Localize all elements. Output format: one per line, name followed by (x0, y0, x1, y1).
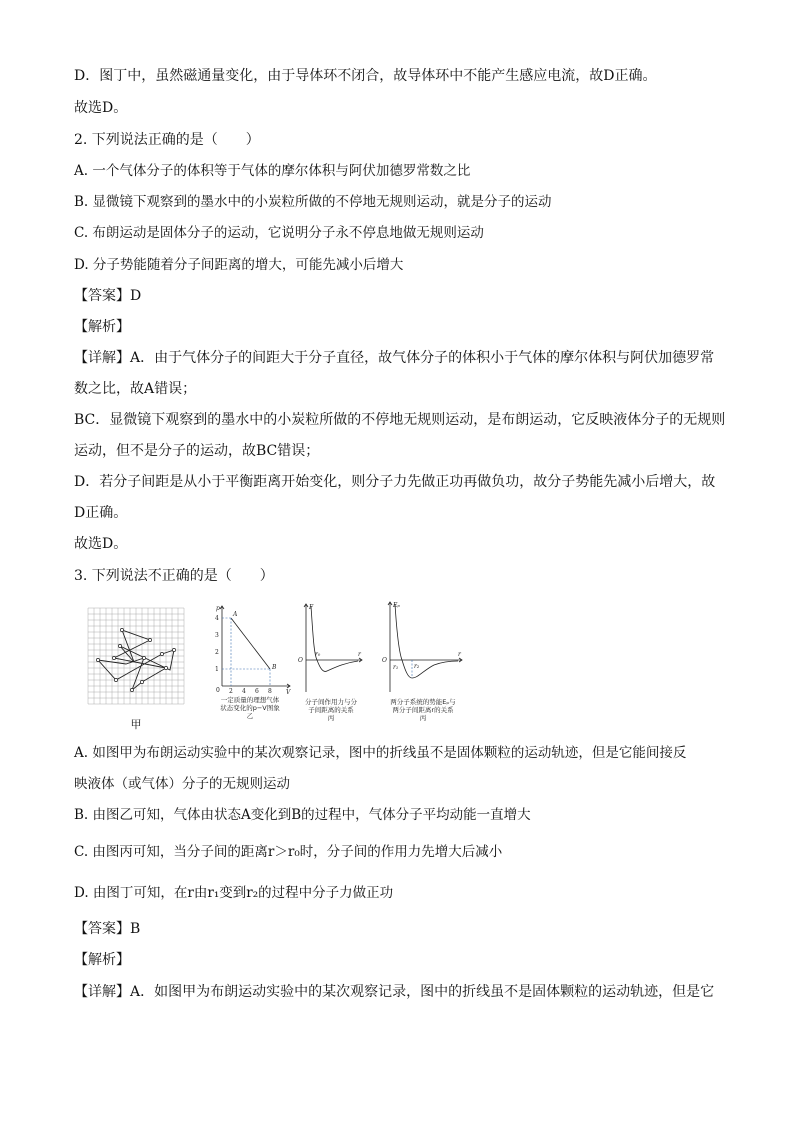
brownian-grid-diagram (86, 606, 186, 716)
yi-ytick: 2 (215, 649, 219, 656)
q3-answer: 【答案】B (74, 921, 141, 937)
yi-origin: 0 (216, 687, 220, 694)
figure-ding (380, 598, 466, 732)
force-distance-graph (296, 600, 366, 696)
q3-option-a-cont: 映液体（或气体）分子的无规则运动 (74, 776, 290, 792)
text-line: 运动，但不是分子的运动，故BC错误； (74, 443, 320, 459)
q3-analysis-heading: 【解析】 (74, 952, 130, 968)
ding-ylabel: Eₚ (393, 602, 400, 609)
bing-xlabel: r (358, 651, 361, 658)
figure-bing (296, 600, 366, 732)
text-line: 【详解】A．如图甲为布朗运动实验中的某次观察记录，图中的折线虽不是固体颗粒的运动轨迹，但是它 (74, 984, 715, 1000)
yi-ytick: 3 (215, 632, 219, 639)
text-line: BC．显微镜下观察到的墨水中的小炭粒所做的不停地无规则运动，是布朗运动，它反映液体分子的无规则 (74, 412, 726, 428)
yi-point-b: B (272, 664, 277, 671)
text-line: D．若分子间距是从小于平衡距离开始变化，则分子力先做正功再做负功，故分子势能先减小后增大，故 (74, 474, 716, 490)
q3-option-b: B. 由图乙可知，气体由状态A变化到B的过程中，气体分子平均动能一直增大 (74, 807, 531, 823)
figure-bing-caption: 分子间作用力与分 子间距离的关系 丙 (305, 698, 357, 722)
question-3-stem: 3. 下列说法不正确的是（ ） (74, 568, 274, 584)
yi-ytick: 1 (215, 666, 219, 673)
q2-option-d: D. 分子势能随着分子间距离的增大，可能先减小后增大 (74, 257, 404, 273)
ding-xlabel: r (458, 651, 461, 658)
figure-jia-label: 甲 (130, 718, 142, 731)
q2-option-b: B. 显微镜下观察到的墨水中的小炭粒所做的不停地无规则运动，就是分子的运动 (74, 194, 552, 210)
figure-yi (206, 602, 294, 732)
pv-graph (206, 602, 294, 694)
bing-ylabel: F (309, 604, 314, 611)
figure-yi-caption: 一定质量的理想气体 状态变化的p−V图象 乙 (220, 696, 280, 720)
q3-option-a: A. 如图甲为布朗运动实验中的某次观察记录，图中的折线虽不是固体颗粒的运动轨迹，但是它能间接反 (74, 745, 687, 761)
potential-energy-graph (380, 598, 466, 696)
q2-answer: 【答案】D (74, 288, 142, 304)
text-line: 故选D。 (74, 536, 128, 552)
q3-option-c: C. 由图丙可知，当分子间的距离r＞r₀时，分子间的作用力先增大后减小 (74, 844, 503, 860)
text-line: D．图丁中，虽然磁通量变化，由于导体环不闭合，故导体环中不能产生感应电流，故D正确。 (74, 68, 657, 84)
yi-xtick: 2 (229, 688, 233, 694)
ding-r2: r₂ (414, 663, 420, 670)
q3-option-d: D. 由图丁可知，在r由r₁变到r₂的过程中分子力做正功 (74, 885, 394, 901)
bing-origin: O (298, 657, 303, 664)
q2-option-c: C. 布朗运动是固体分子的运动，它说明分子永不停息地做无规则运动 (74, 225, 484, 241)
question-2-stem: 2. 下列说法正确的是（ ） (74, 132, 260, 148)
text-line: 数之比，故A错误； (74, 381, 197, 397)
yi-xlabel: V (286, 689, 291, 694)
q2-option-a: A. 一个气体分子的体积等于气体的摩尔体积与阿伏加德罗常数之比 (74, 163, 471, 179)
text-line: D正确。 (74, 505, 128, 521)
text-line: 故选D。 (74, 100, 128, 116)
yi-ylabel: p (216, 605, 220, 612)
yi-point-a: A (233, 611, 238, 618)
text-line: 【详解】A．由于气体分子的间距大于分子直径，故气体分子的体积小于气体的摩尔体积与阿伏加德罗常 (74, 350, 715, 366)
yi-xtick: 6 (255, 688, 259, 694)
bing-r0: r₀ (315, 651, 321, 658)
q2-analysis-heading: 【解析】 (74, 319, 130, 335)
figure-jia (86, 606, 186, 736)
figure-ding-caption: 两分子系统的势能Eₚ与 两分子间距离r的关系 丙 (390, 698, 456, 722)
yi-xtick: 8 (268, 688, 272, 694)
yi-ytick: 4 (215, 615, 219, 622)
yi-xtick: 4 (242, 688, 246, 694)
ding-origin: O (382, 657, 387, 664)
ding-r1: r₁ (393, 664, 399, 671)
